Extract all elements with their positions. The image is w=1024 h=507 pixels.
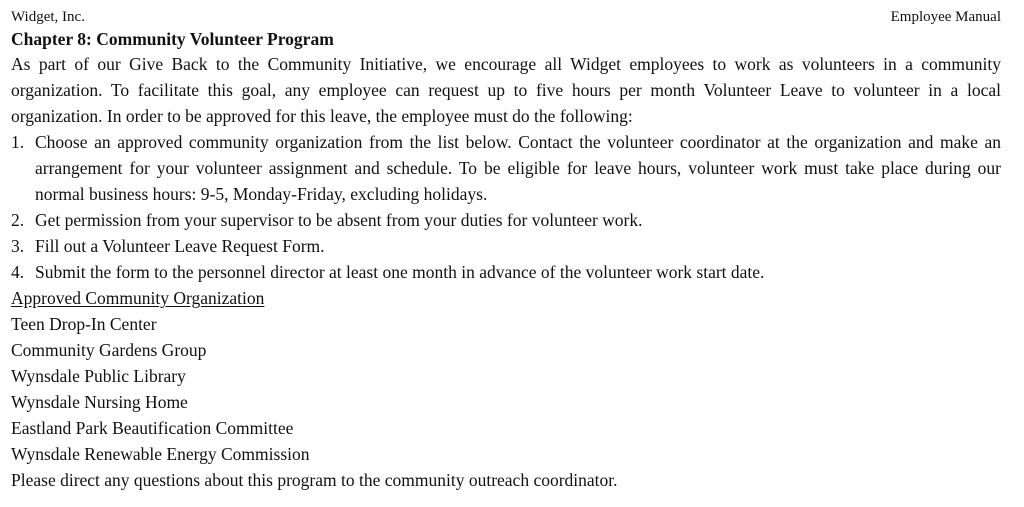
step-item <box>11 129 1001 207</box>
step-item <box>11 259 1001 285</box>
step-number: 3. <box>11 236 25 256</box>
document-page <box>11 6 1001 493</box>
company-name: Widget, Inc. <box>11 9 85 25</box>
closing-note: Please direct any questions about this program to the community outreach coordinator. <box>11 470 618 490</box>
organization-item: Wynsdale Public Library <box>11 366 186 386</box>
steps-list <box>11 129 1001 285</box>
step-number: 2. <box>11 210 25 230</box>
organization-item: Eastland Park Beautification Committee <box>11 418 294 438</box>
organization-item: Wynsdale Renewable Energy Commission <box>11 444 310 464</box>
step-number: 4. <box>11 262 25 282</box>
organizations-heading: Approved Community Organization <box>11 288 265 308</box>
organizations-list <box>11 311 1001 467</box>
step-text: Get permission from your supervisor to be absent from your duties for volunteer work. <box>35 210 643 230</box>
step-text: Choose an approved community organization from the list below. Contact the volunteer coordinator at the organization and make an arrangement for your volunteer assignment and schedule. To be eligible for leave hours, volunteer work must take place during our normal business hours: 9-5, Monday-Friday, excluding holidays. <box>35 132 1001 204</box>
organization-item: Teen Drop-In Center <box>11 314 157 334</box>
step-item <box>11 207 1001 233</box>
step-text: Submit the form to the personnel director at least one month in advance of the volunteer work start date. <box>35 262 765 282</box>
manual-title: Employee Manual <box>890 9 1001 25</box>
organization-item: Community Gardens Group <box>11 340 207 360</box>
organization-item: Wynsdale Nursing Home <box>11 392 188 412</box>
step-text: Fill out a Volunteer Leave Request Form. <box>35 236 325 256</box>
chapter-title: Chapter 8: Community Volunteer Program <box>11 29 334 49</box>
step-number: 1. <box>11 132 25 152</box>
page-header <box>11 6 1001 28</box>
step-item <box>11 233 1001 259</box>
intro-paragraph: As part of our Give Back to the Community Initiative, we encourage all Widget employees to work as volunteers in a community organization. To facilitate this goal, any employee can request up to five hours per month Volunteer Leave to volunteer in a local organization. In order to be approved for this leave, the employee must do the following: <box>11 54 1001 126</box>
